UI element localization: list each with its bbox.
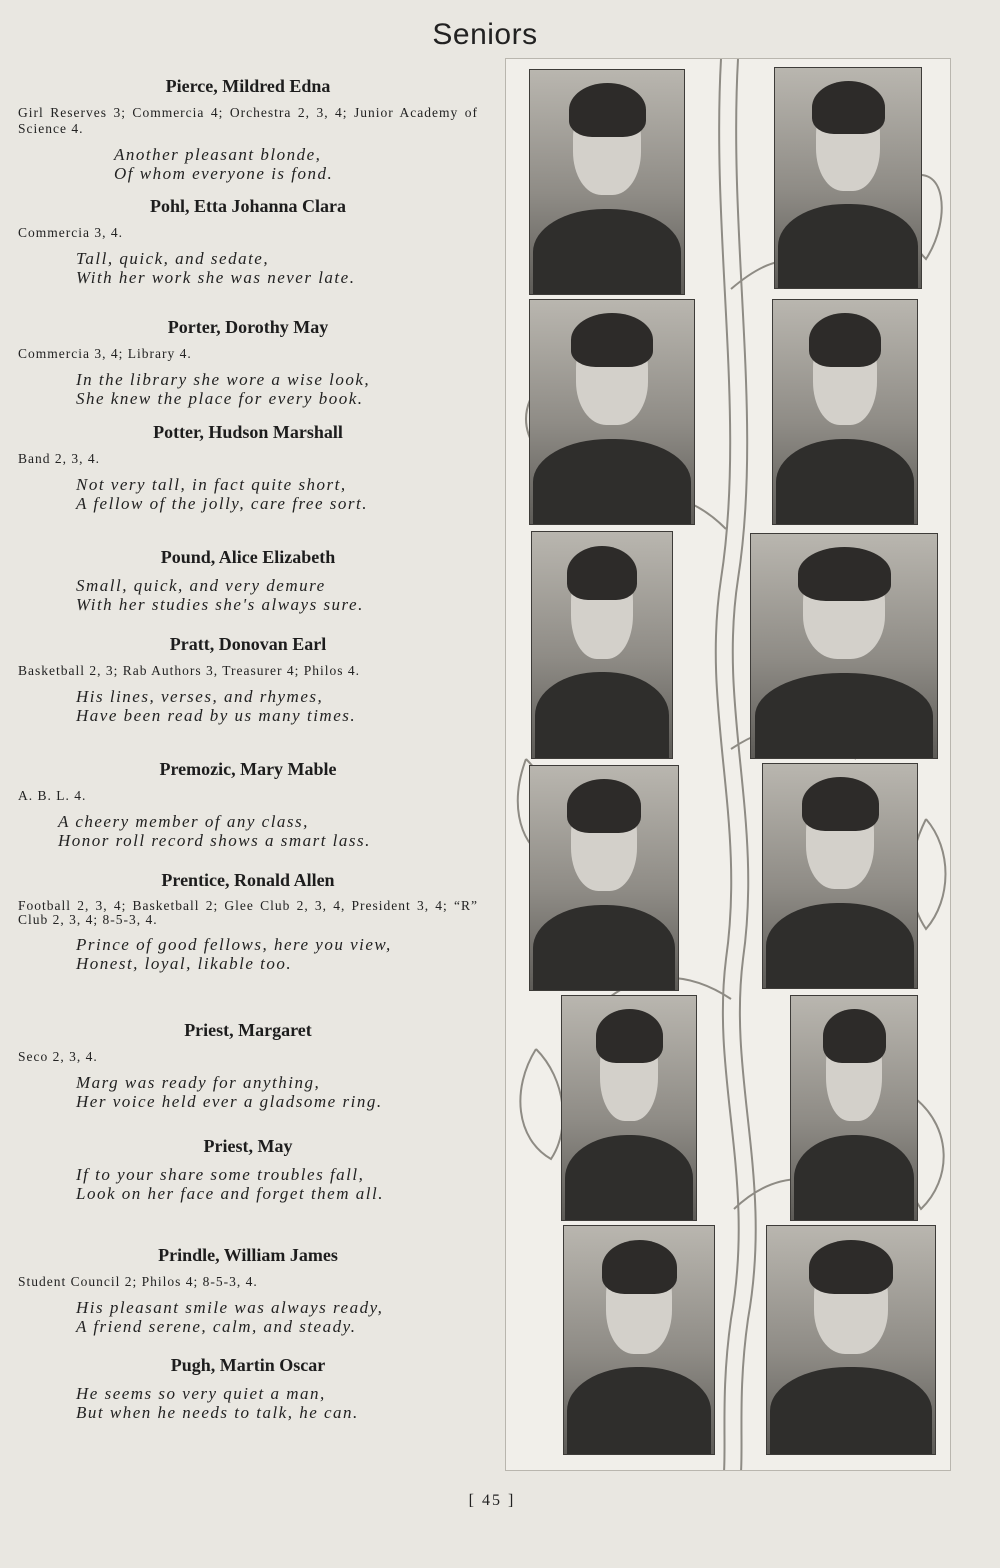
senior-name: Porter, Dorothy May: [167, 317, 329, 337]
senior-verse: [18, 475, 478, 513]
verse-line: Not very tall, in fact quite short,: [76, 475, 347, 494]
senior-entry: [18, 547, 478, 614]
portrait-photo: [529, 299, 695, 525]
verse-line: Another pleasant blonde,: [114, 145, 322, 164]
senior-verse: [18, 576, 478, 614]
senior-entry: [18, 1245, 478, 1336]
portrait-photo: [772, 299, 918, 525]
verse-line: A cheery member of any class,: [58, 812, 309, 831]
verse-line: Her voice held ever a gladsome ring.: [76, 1092, 383, 1111]
page-number: [ 45 ]: [468, 1492, 516, 1509]
verse-line: His lines, verses, and rhymes,: [76, 687, 324, 706]
portrait-photo: [790, 995, 918, 1221]
senior-name: Pound, Alice Elizabeth: [160, 547, 336, 567]
verse-line: Honest, loyal, likable too.: [76, 954, 293, 973]
senior-name: Pierce, Mildred Edna: [165, 76, 331, 96]
senior-verse: [18, 145, 478, 183]
verse-line: In the library she wore a wise look,: [76, 370, 371, 389]
senior-verse: [18, 812, 478, 850]
senior-name: Premozic, Mary Mable: [159, 759, 337, 779]
portrait-photo: [774, 67, 922, 289]
senior-name: Pohl, Etta Johanna Clara: [149, 196, 347, 216]
senior-verse: [18, 687, 478, 725]
portrait-photo: [531, 531, 673, 759]
senior-entry: [18, 870, 478, 973]
verse-line: But when he needs to talk, he can.: [76, 1403, 359, 1422]
verse-line: Of whom everyone is fond.: [114, 164, 334, 183]
senior-entry: [18, 1020, 478, 1111]
portrait-photo: [762, 763, 918, 989]
verse-line: Have been read by us many times.: [76, 706, 357, 725]
senior-entry: [18, 317, 478, 408]
verse-line: Tall, quick, and sedate,: [76, 249, 270, 268]
verse-line: Marg was ready for anything,: [76, 1073, 321, 1092]
senior-activities: A. B. L. 4.: [18, 788, 87, 803]
senior-name: Pratt, Donovan Earl: [169, 634, 327, 654]
senior-name: Priest, May: [203, 1136, 293, 1156]
page-title: Seniors: [432, 18, 538, 51]
senior-entry: [18, 1355, 478, 1422]
verse-line: Honor roll record shows a smart lass.: [58, 831, 371, 850]
senior-activities: Girl Reserves 3; Commercia 4; Orchestra 2, 3, 4; Junior Academy of Science 4.: [18, 105, 478, 136]
senior-name: Priest, Margaret: [184, 1020, 312, 1040]
verse-line: He seems so very quiet a man,: [76, 1384, 326, 1403]
portrait-photo: [529, 765, 679, 991]
senior-verse: [18, 370, 478, 408]
senior-entry: [18, 759, 478, 850]
senior-activities: Commercia 3, 4; Library 4.: [18, 346, 192, 361]
senior-verse: [18, 1298, 478, 1336]
senior-activities: Commercia 3, 4.: [18, 225, 123, 240]
senior-activities: Student Council 2; Philos 4; 8-5-3, 4.: [18, 1274, 258, 1289]
portrait-photo: [563, 1225, 715, 1455]
senior-verse: [18, 249, 478, 287]
senior-entry: [18, 422, 478, 513]
verse-line: A fellow of the jolly, care free sort.: [76, 494, 368, 513]
portrait-photo: [561, 995, 697, 1221]
senior-verse: [18, 1165, 478, 1203]
senior-entry: [18, 196, 478, 287]
senior-name: Prentice, Ronald Allen: [161, 870, 335, 890]
portrait-photo: [750, 533, 938, 759]
verse-line: With her studies she's always sure.: [76, 595, 364, 614]
senior-entries: [0, 0, 490, 1480]
verse-line: Small, quick, and very demure: [76, 576, 326, 595]
senior-entry: [18, 76, 478, 183]
senior-activities: Seco 2, 3, 4.: [18, 1049, 98, 1064]
verse-line: Look on her face and forget them all.: [76, 1184, 384, 1203]
portrait-photo: [529, 69, 685, 295]
verse-line: She knew the place for every book.: [76, 389, 364, 408]
senior-activities: Football 2, 3, 4; Basketball 2; Glee Club 2, 3, 4, President 3, 4; “R” Club 2, 3, 4; 8-5-3, 4.: [18, 898, 478, 927]
senior-entry: [18, 1136, 478, 1203]
verse-line: If to your share some troubles fall,: [76, 1165, 365, 1184]
verse-line: Prince of good fellows, here you view,: [76, 935, 392, 954]
senior-verse: [18, 935, 478, 973]
senior-entry: [18, 634, 478, 725]
verse-line: A friend serene, calm, and steady.: [76, 1317, 357, 1336]
senior-name: Potter, Hudson Marshall: [153, 422, 343, 442]
senior-name: Pugh, Martin Oscar: [170, 1355, 326, 1375]
senior-verse: [18, 1384, 478, 1422]
portrait-photo: [766, 1225, 936, 1455]
senior-verse: [18, 1073, 478, 1111]
verse-line: His pleasant smile was always ready,: [76, 1298, 384, 1317]
verse-line: With her work she was never late.: [76, 268, 356, 287]
senior-name: Prindle, William James: [158, 1245, 338, 1265]
senior-activities: Band 2, 3, 4.: [18, 451, 100, 466]
senior-activities: Basketball 2, 3; Rab Authors 3, Treasurer 4; Philos 4.: [18, 663, 360, 678]
portrait-panel: [505, 58, 951, 1471]
